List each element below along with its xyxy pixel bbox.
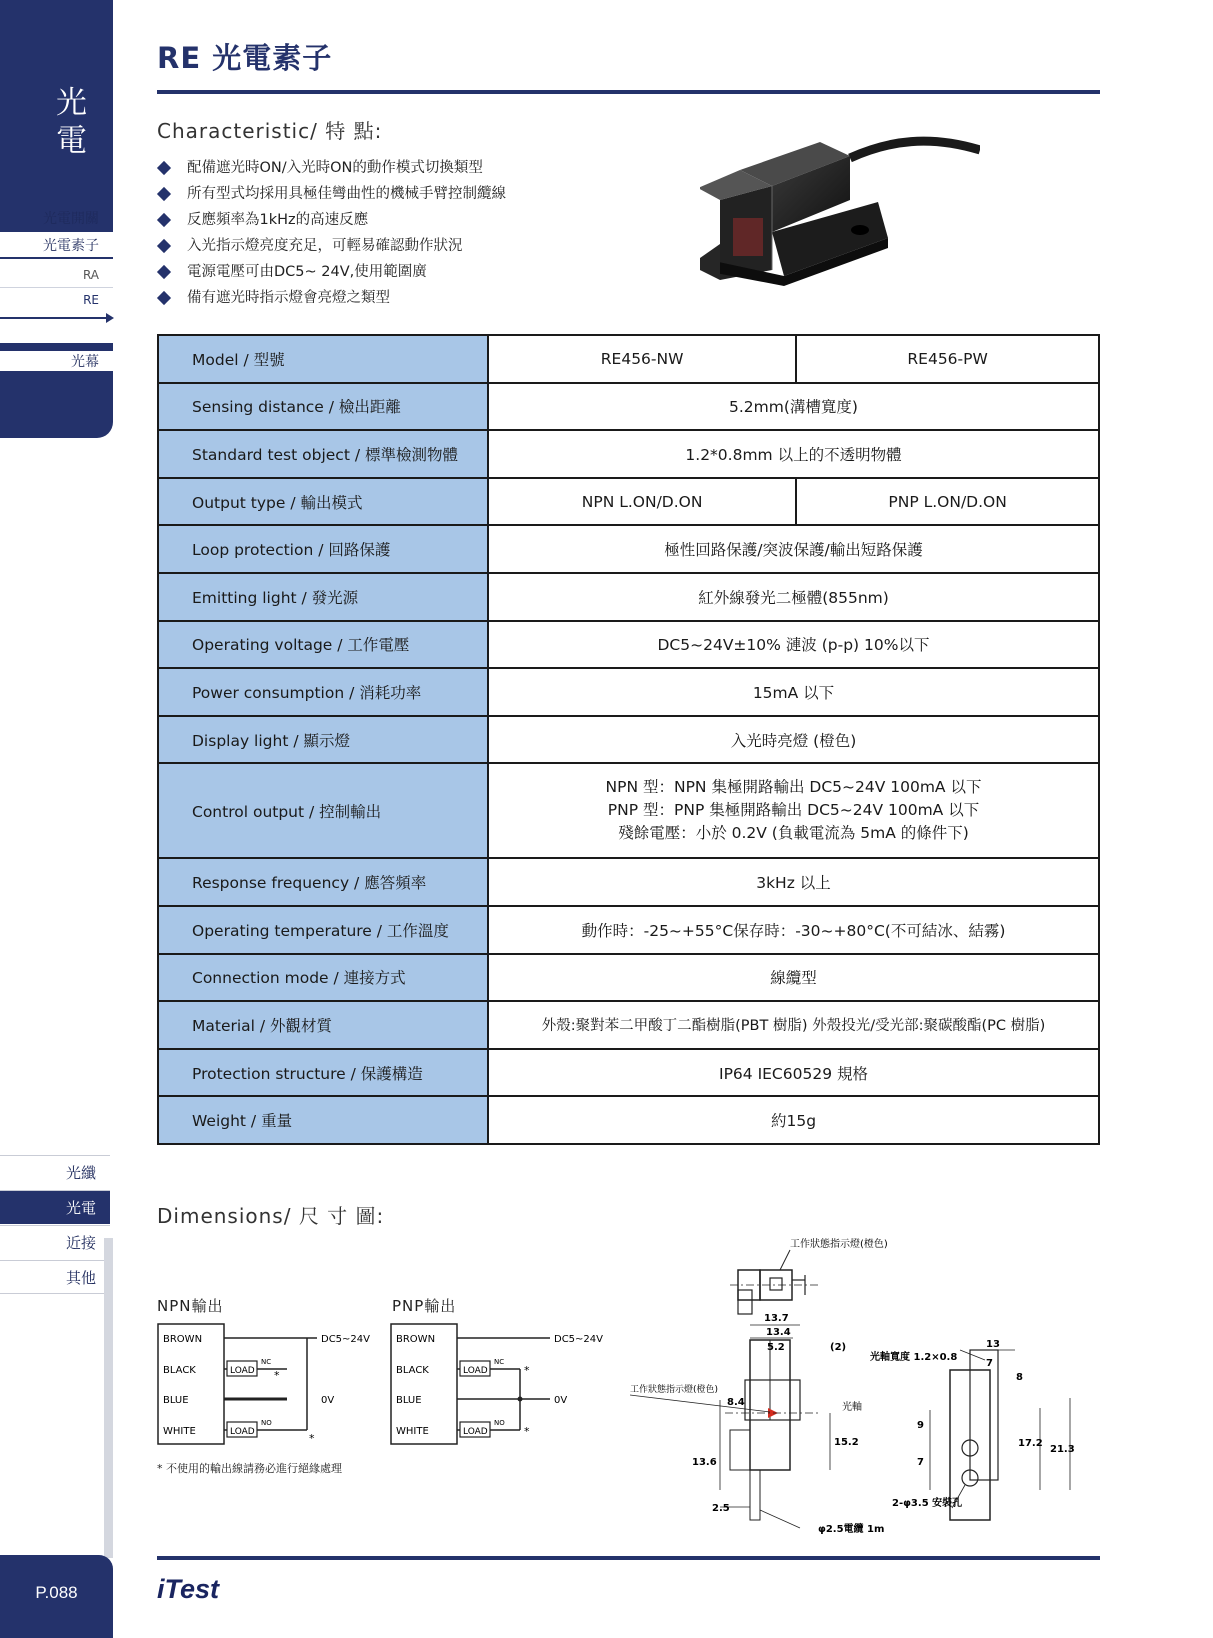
pnp-wiring-diagram [392, 1295, 456, 1316]
list-item: 入光指示燈亮度充足，可輕易確認動作狀況 [157, 233, 506, 259]
sidebar-category-label: 光電 [56, 85, 87, 159]
table-row [158, 525, 1099, 573]
list-item: 電源電壓可由DC5~ 24V,使用範圍廣 [157, 259, 506, 285]
spec-value: PNP L.ON/D.ON [796, 478, 1099, 526]
dim-7b: 7 [917, 1457, 924, 1468]
sidebar-item-re[interactable]: RE [83, 293, 99, 307]
table-row [158, 621, 1099, 669]
table-row [158, 430, 1099, 478]
npn-title: NPN輸出 [157, 1297, 224, 1315]
diamond-bullet-icon [157, 239, 171, 253]
table-row [158, 335, 1099, 383]
table-row [158, 1001, 1099, 1049]
diamond-bullet-icon [157, 187, 171, 201]
indicator-side-label: 工作狀態指示燈(橙色) [630, 1385, 719, 1395]
wire-white: WHITE [163, 1426, 196, 1437]
mount-holes-label: 2-φ3.5 安裝孔 [892, 1498, 963, 1509]
spec-value: 紅外線發光二極體(855nm) [488, 573, 1099, 621]
sidebar-item-photo-switch[interactable]: 光電開關 [0, 206, 113, 232]
diamond-bullet-icon [157, 161, 171, 175]
supply-label: DC5~24V [321, 1334, 370, 1345]
spec-label: Display light / 顯示燈 [158, 716, 488, 764]
star-note: * [274, 1369, 280, 1382]
dim-13-6: 13.6 [692, 1457, 717, 1468]
spec-value: 線纜型 [488, 954, 1099, 1002]
list-item: 備有遮光時指示燈會亮燈之類型 [157, 285, 506, 311]
spec-table [157, 334, 1100, 1145]
indicator-top-label: 工作狀態指示燈(橙色) [790, 1239, 888, 1250]
diamond-bullet-icon [157, 265, 171, 279]
load-label: LOAD [230, 1366, 255, 1376]
feature-list [157, 155, 506, 311]
title-divider [157, 90, 1100, 94]
active-item-arrow [0, 317, 108, 319]
table-row [158, 573, 1099, 621]
dim-8: 8 [1016, 1372, 1023, 1383]
spec-label: Sensing distance / 檢出距離 [158, 383, 488, 431]
diamond-bullet-icon [157, 291, 171, 305]
supply-label: DC5~24V [554, 1334, 603, 1345]
table-row [158, 716, 1099, 764]
control-output-pnp: PNP 型：PNP 集極開路輸出 DC5~24V 100mA 以下 [607, 801, 980, 820]
ground-label: 0V [321, 1395, 335, 1406]
axis-width-label: 光軸寬度 1.2×0.8 [870, 1352, 958, 1363]
spec-value: 3kHz 以上 [488, 858, 1099, 906]
sidebar-item-ra[interactable]: RA [0, 262, 113, 288]
product-photo [700, 130, 980, 300]
wiring-footnote: * 不使用的輸出線請務必進行絕緣處理 [157, 1462, 342, 1475]
table-row [158, 858, 1099, 906]
dim-8-4: 8.4 [727, 1397, 745, 1408]
spec-label: Protection structure / 保護構造 [158, 1049, 488, 1097]
table-row [158, 763, 1099, 858]
table-row [158, 383, 1099, 431]
spec-label: Operating voltage / 工作電壓 [158, 621, 488, 669]
sidebar-item-light-curtain[interactable]: 光幕 [0, 343, 113, 371]
dim-15-2: 15.2 [834, 1437, 859, 1448]
table-row [158, 954, 1099, 1002]
dim-21-3: 21.3 [1050, 1444, 1075, 1455]
spec-value: 動作時：-25~+55°C保存時：-30~+80°C(不可結冰、結霧) [488, 906, 1099, 954]
sidebar-category-block [0, 0, 113, 232]
pnp-title: PNP輸出 [392, 1297, 457, 1315]
spec-value: 極性回路保護/突波保護/輸出短路保護 [488, 525, 1099, 573]
wire-black: BLACK [396, 1365, 429, 1376]
page-number: P.088 [0, 1555, 113, 1638]
optical-axis-label: 光軸 [842, 1402, 862, 1413]
cable-label: φ2.5電纜 1m [818, 1524, 885, 1535]
dim-2: (2) [830, 1342, 847, 1353]
spec-value: NPN L.ON/D.ON [488, 478, 796, 526]
wire-blue: BLUE [396, 1395, 422, 1406]
spec-label: Power consumption / 消耗功率 [158, 668, 488, 716]
dimension-drawing [630, 1230, 1100, 1540]
sidebar-item-photo-element[interactable]: 光電素子 [0, 233, 113, 259]
dimensions-heading: Dimensions/ 尺 寸 圖: [157, 1204, 385, 1228]
spec-value: IP64 IEC60529 規格 [488, 1049, 1099, 1097]
spec-value: DC5~24V±10% 漣波 (p-p) 10%以下 [488, 621, 1099, 669]
dim-5-2: 5.2 [767, 1342, 785, 1353]
dim-17-2: 17.2 [1018, 1438, 1043, 1449]
footer-divider [157, 1556, 1100, 1560]
spec-label: Material / 外觀材質 [158, 1001, 488, 1049]
dim-13: 13 [986, 1339, 1000, 1350]
table-row [158, 1096, 1099, 1144]
star-note: * [309, 1432, 315, 1445]
wire-brown: BROWN [396, 1334, 436, 1345]
list-item: 反應頻率為1kHz的高速反應 [157, 207, 506, 233]
spec-value [488, 763, 1099, 858]
dim-13-4: 13.4 [766, 1327, 791, 1338]
spec-value: RE456-NW [488, 335, 796, 383]
wire-brown: BROWN [163, 1334, 203, 1345]
characteristics-heading: Characteristic/ 特 點: [157, 119, 383, 143]
tab-photoelectric[interactable]: 光電 [0, 1190, 110, 1224]
npn-wiring-diagram [157, 1295, 224, 1316]
nc-label: NC [494, 1358, 505, 1366]
tab-proximity[interactable]: 近接 [0, 1225, 110, 1259]
tab-other[interactable]: 其他 [0, 1260, 110, 1294]
wire-blue: BLUE [163, 1395, 189, 1406]
page-title: RE 光電素子 [157, 41, 333, 75]
ground-label: 0V [554, 1395, 568, 1406]
spec-value: 入光時亮燈 (橙色) [488, 716, 1099, 764]
spec-value: 5.2mm(溝槽寬度) [488, 383, 1099, 431]
star-note: * [524, 1364, 530, 1377]
nc-label: NC [261, 1358, 272, 1366]
dim-13-7: 13.7 [764, 1313, 789, 1324]
arrow-head-icon [106, 313, 114, 323]
load-label: LOAD [463, 1366, 488, 1376]
spec-label: Loop protection / 回路保護 [158, 525, 488, 573]
spec-value: 約15g [488, 1096, 1099, 1144]
dim-2-5: 2.5 [712, 1503, 730, 1514]
spec-label: Weight / 重量 [158, 1096, 488, 1144]
load-label: LOAD [463, 1427, 488, 1437]
no-label: NO [261, 1419, 272, 1427]
spec-label: Output type / 輸出模式 [158, 478, 488, 526]
spec-label: Standard test object / 標準檢測物體 [158, 430, 488, 478]
table-row [158, 478, 1099, 526]
table-row [158, 906, 1099, 954]
spec-label: Model / 型號 [158, 335, 488, 383]
list-item: 配備遮光時ON/入光時ON的動作模式切換類型 [157, 155, 506, 181]
pnp-circuit [390, 1320, 610, 1450]
spec-value: RE456-PW [796, 335, 1099, 383]
spec-label: Control output / 控制輸出 [158, 763, 488, 858]
spec-value: 外殼:聚對苯二甲酸丁二酯樹脂(PBT 樹脂) 外殼投光/受光部:聚碳酸酯(PC 樹脂) [488, 1001, 1099, 1049]
wire-black: BLACK [163, 1365, 196, 1376]
diamond-bullet-icon [157, 213, 171, 227]
control-output-npn: NPN 型：NPN 集極開路輸出 DC5~24V 100mA 以下 [605, 778, 982, 797]
table-row [158, 1049, 1099, 1097]
brand-logo: iTest [157, 1574, 220, 1604]
control-output-residual: 殘餘電壓：小於 0.2V (負載電流為 5mA 的條件下) [618, 824, 969, 843]
no-label: NO [494, 1419, 505, 1427]
table-row [158, 668, 1099, 716]
dim-9: 9 [917, 1420, 924, 1431]
tab-fiber[interactable]: 光纖 [0, 1155, 110, 1189]
spec-value: 1.2*0.8mm 以上的不透明物體 [488, 430, 1099, 478]
npn-circuit [157, 1320, 377, 1450]
spec-value: 15mA 以下 [488, 668, 1099, 716]
list-item: 所有型式均採用具極佳彎曲性的機械手臂控制纜線 [157, 181, 506, 207]
spec-label: Operating temperature / 工作溫度 [158, 906, 488, 954]
spec-label: Connection mode / 連接方式 [158, 954, 488, 1002]
sidebar-stripe [104, 1238, 113, 1558]
spec-label: Emitting light / 發光源 [158, 573, 488, 621]
star-note: * [524, 1425, 530, 1438]
wire-white: WHITE [396, 1426, 429, 1437]
load-label: LOAD [230, 1427, 255, 1437]
spec-label: Response frequency / 應答頻率 [158, 858, 488, 906]
dim-7a: 7 [986, 1358, 993, 1369]
